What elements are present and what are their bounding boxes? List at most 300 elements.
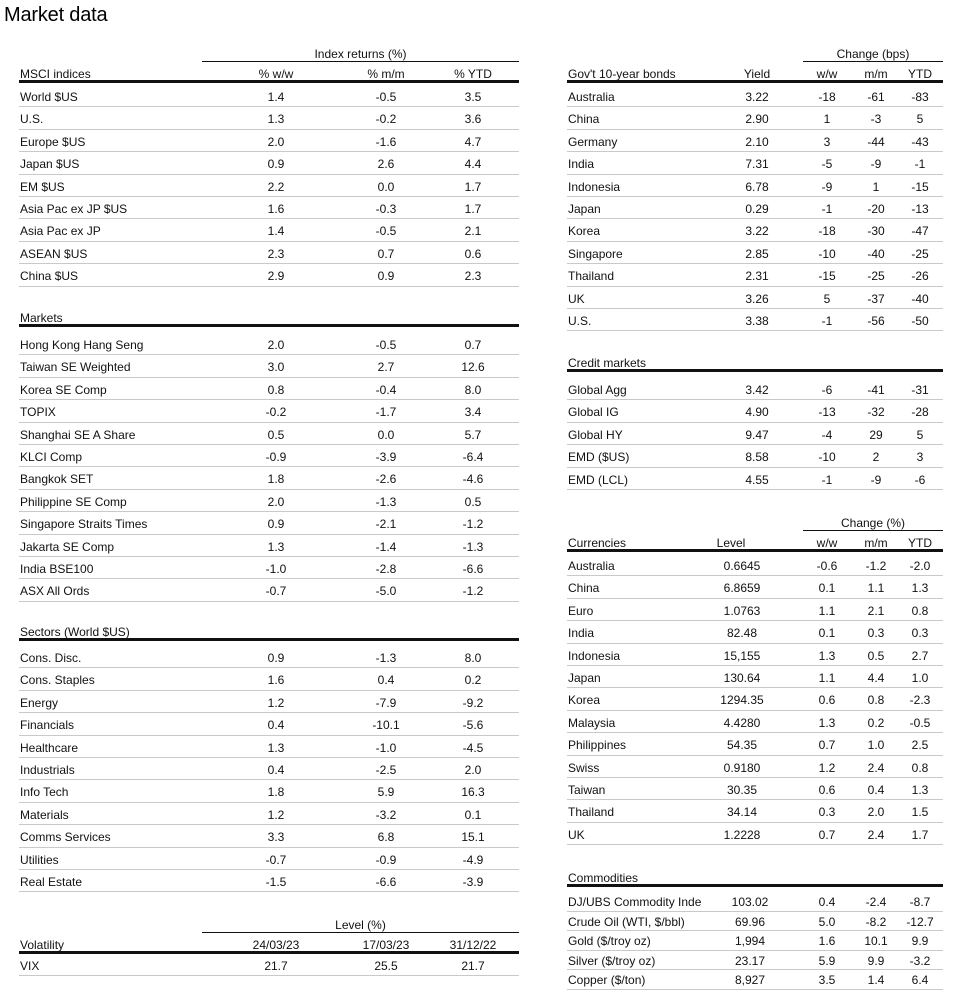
cell-value: 1.2	[267, 807, 285, 822]
cell-value: 0.7	[377, 246, 395, 261]
row-label: Jakarta SE Comp	[20, 539, 115, 554]
cell-value: 5.0	[818, 914, 836, 929]
row-label: Swiss	[568, 760, 600, 775]
table-row	[19, 557, 519, 579]
cell-value: 8.0	[464, 382, 482, 397]
cell-value: -56	[867, 314, 885, 328]
row-label: Korea SE Comp	[20, 382, 107, 397]
col-header-level: Level	[716, 536, 746, 550]
cell-value: 0.1	[464, 807, 482, 822]
markets-table	[19, 313, 519, 603]
cell-value: 0.4	[377, 673, 395, 688]
cell-value: 0.6645	[723, 559, 761, 573]
col-header-date-2: 17/03/23	[362, 938, 410, 952]
cell-value: -0.2	[265, 405, 287, 420]
cell-value: 0.9	[267, 651, 285, 665]
cell-value: 4.4280	[723, 715, 761, 730]
table-row	[19, 264, 519, 286]
row-label: Taiwan SE Weighted	[20, 360, 131, 375]
table-row	[19, 870, 519, 892]
index-returns-group-header: Index returns (%)	[202, 48, 519, 62]
cell-value: 29	[869, 427, 883, 442]
cell-value: 130.64	[723, 671, 761, 685]
cell-value: 2.4	[867, 760, 885, 775]
table-row	[567, 800, 943, 822]
cell-value: -6	[821, 383, 833, 397]
table-row	[567, 554, 943, 576]
cell-value: 2.0	[867, 805, 885, 820]
cell-value: -44	[867, 134, 885, 149]
table-row	[19, 197, 519, 219]
cell-value: 3.26	[745, 291, 769, 306]
row-label: ASEAN $US	[20, 246, 88, 261]
table-row	[567, 778, 943, 800]
cell-value: -9.2	[462, 695, 484, 710]
cell-value: 0.4	[867, 783, 885, 797]
cell-value: -1.3	[375, 494, 397, 509]
level-group-header: Level (%)	[202, 919, 519, 933]
cell-value: 1.7	[911, 827, 929, 842]
currencies-header-label: Currencies	[568, 536, 627, 550]
cell-value: -32	[867, 405, 885, 420]
sectors-table	[19, 627, 519, 897]
cell-value: 3.6	[464, 112, 482, 127]
cell-value: 1.1	[818, 671, 836, 685]
col-header-ww: w/w	[816, 536, 838, 550]
cell-value: 2.10	[745, 134, 769, 149]
cell-value: 0.6	[818, 783, 836, 797]
cell-value: -0.5	[375, 224, 397, 239]
row-label: India	[568, 626, 595, 641]
credit-header-label: Credit markets	[568, 356, 647, 370]
col-header-ww: % w/w	[258, 67, 294, 81]
cell-value: -10.1	[372, 718, 400, 733]
cell-value: 2.7	[377, 360, 395, 375]
cell-value: 69.96	[734, 914, 766, 929]
col-header-yield: Yield	[743, 67, 771, 81]
table-row	[567, 242, 943, 264]
sectors-header-row	[19, 627, 519, 641]
table-row	[19, 400, 519, 422]
table-row	[19, 959, 519, 976]
col-header-date-3: 31/12/22	[449, 938, 497, 952]
cell-value: 0.9	[267, 517, 285, 532]
cell-value: -10	[818, 246, 836, 261]
cell-value: 4.4	[867, 671, 885, 685]
cell-value: -28	[911, 405, 929, 420]
cell-value: 1.3	[911, 783, 929, 797]
row-label: EMD ($US)	[568, 450, 630, 465]
row-label: Malaysia	[568, 715, 616, 730]
cell-value: 6.4	[911, 973, 929, 987]
table-row	[19, 130, 519, 152]
cell-value: 0.9	[267, 157, 285, 172]
cell-value: -2.0	[909, 559, 931, 573]
table-row	[19, 152, 519, 174]
cell-value: 2.5	[911, 738, 929, 753]
cell-value: 1.6	[267, 202, 285, 216]
row-label: Materials	[20, 807, 69, 822]
cell-value: -61	[867, 90, 885, 104]
cell-value: 2.0	[464, 763, 482, 777]
cell-value: 2.85	[745, 246, 769, 261]
cell-value: 6.8659	[723, 581, 761, 596]
table-row	[567, 892, 943, 912]
col-header-ytd: YTD	[908, 67, 932, 81]
table-row	[19, 535, 519, 557]
table-row	[19, 848, 519, 870]
cell-value: -0.7	[265, 852, 287, 867]
cell-value: 3	[916, 450, 924, 465]
row-label: Philippines	[568, 738, 627, 753]
col-header-ytd: % YTD	[454, 67, 492, 81]
cell-value: -5.6	[462, 718, 484, 733]
cell-value: 0.1	[818, 626, 836, 641]
cell-value: 0.9	[377, 269, 395, 284]
cell-value: -12.7	[906, 914, 934, 929]
currencies-header-row	[567, 538, 943, 552]
msci-indices-table	[19, 48, 519, 298]
table-row	[19, 423, 519, 445]
table-row	[567, 400, 943, 422]
cell-value: -40	[867, 246, 885, 261]
table-row	[567, 912, 943, 932]
cell-value: -25	[867, 269, 885, 284]
cell-value: 0.29	[745, 202, 769, 216]
table-row	[567, 423, 943, 445]
table-row	[19, 512, 519, 534]
table-row	[567, 152, 943, 174]
cell-value: -43	[911, 134, 929, 149]
cell-value: -2.5	[375, 763, 397, 777]
cell-value: -0.2	[375, 112, 397, 127]
row-label: DJ/UBS Commodity Inde	[568, 895, 702, 909]
table-row	[19, 85, 519, 107]
cell-value: 0.5	[267, 427, 285, 442]
cell-value: 2.0	[267, 134, 285, 149]
currencies-table	[567, 517, 943, 847]
cell-value: 7.31	[745, 157, 769, 172]
cell-value: 3	[823, 134, 831, 149]
cell-value: -6.6	[462, 562, 484, 576]
cell-value: 2.0	[267, 338, 285, 352]
row-label: Japan $US	[20, 157, 80, 172]
cell-value: -2.6	[375, 472, 397, 487]
row-label: EMD (LCL)	[568, 472, 629, 487]
table-row	[567, 711, 943, 733]
row-label: China	[568, 581, 600, 596]
cell-value: 5	[916, 427, 924, 442]
cell-value: -0.9	[265, 450, 287, 464]
cell-value: 1.4	[267, 224, 285, 239]
cell-value: 2	[872, 450, 880, 465]
table-row	[19, 646, 519, 668]
cell-value: 2.3	[267, 246, 285, 261]
row-label: UK	[568, 827, 585, 842]
col-header-date-1: 24/03/23	[252, 938, 300, 952]
cell-value: 1.3	[818, 648, 836, 663]
cell-value: 1.0	[867, 738, 885, 753]
commodities-header-row	[567, 873, 943, 887]
bonds-table	[567, 48, 943, 338]
cell-value: -9	[870, 157, 882, 172]
row-label: Silver ($/troy oz)	[568, 953, 656, 968]
row-label: EM $US	[20, 179, 65, 194]
cell-value: 1294.35	[720, 693, 764, 708]
cell-value: 2.3	[464, 269, 482, 284]
cell-value: 4.7	[464, 134, 482, 149]
table-row	[19, 333, 519, 355]
markets-header-row	[19, 313, 519, 327]
row-label: Singapore	[568, 246, 623, 261]
table-row	[19, 378, 519, 400]
cell-value: 1.2228	[723, 827, 761, 842]
row-label: Global HY	[568, 427, 623, 442]
table-row	[567, 599, 943, 621]
col-header-ww: w/w	[816, 67, 838, 81]
table-row	[567, 621, 943, 643]
table-row	[19, 490, 519, 512]
cell-value: -1	[821, 472, 833, 487]
cell-value: 1.8	[267, 472, 285, 487]
table-row	[19, 803, 519, 825]
cell-value: 9.9	[867, 953, 885, 968]
cell-value: 2.0	[267, 494, 285, 509]
cell-value: 0.4	[818, 895, 836, 909]
cell-value: 8,927	[734, 973, 766, 987]
cell-value: -4.5	[462, 740, 484, 755]
table-row	[567, 931, 943, 951]
cell-value: 2.4	[867, 827, 885, 842]
table-row	[567, 733, 943, 755]
row-label: Gold ($/troy oz)	[568, 934, 651, 948]
table-row	[567, 970, 943, 990]
cell-value: 8.0	[464, 651, 482, 665]
credit-header-row	[567, 358, 943, 372]
cell-value: -3	[870, 112, 882, 127]
cell-value: -3.2	[909, 953, 931, 968]
cell-value: 10.1	[864, 934, 888, 948]
cell-value: 2.1	[464, 224, 482, 239]
cell-value: 3.22	[745, 224, 769, 239]
cell-value: -10	[818, 450, 836, 465]
col-header-ytd: YTD	[908, 536, 932, 550]
cell-value: -0.9	[375, 852, 397, 867]
cell-value: -1.2	[462, 584, 484, 599]
row-label: Euro	[568, 603, 594, 618]
cell-value: 3.38	[745, 314, 769, 328]
row-label: U.S.	[20, 112, 44, 127]
cell-value: -2.3	[909, 693, 931, 708]
cell-value: 1	[872, 179, 880, 194]
cell-value: -13	[911, 202, 929, 216]
cell-value: -13	[818, 405, 836, 420]
cell-value: -26	[911, 269, 929, 284]
cell-value: 1.2	[267, 695, 285, 710]
cell-value: -15	[818, 269, 836, 284]
cell-value: 15,155	[723, 648, 761, 663]
cell-value: 21.7	[264, 959, 288, 973]
cell-value: -9	[870, 472, 882, 487]
cell-value: -47	[911, 224, 929, 239]
cell-value: -18	[818, 224, 836, 239]
cell-value: 15.1	[461, 830, 485, 845]
cell-value: 82.48	[726, 626, 758, 641]
cell-value: -2.8	[375, 562, 397, 576]
table-row	[567, 197, 943, 219]
row-label: Info Tech	[20, 785, 69, 800]
msci-header-row	[19, 69, 519, 83]
cell-value: -3.2	[375, 807, 397, 822]
row-label: Asia Pac ex JP $US	[20, 202, 128, 216]
cell-value: 5.7	[464, 427, 482, 442]
cell-value: 5.9	[377, 785, 395, 800]
row-label: Europe $US	[20, 134, 86, 149]
cell-value: 1.7	[464, 179, 482, 194]
row-label: Cons. Disc.	[20, 651, 82, 665]
row-label: World $US	[20, 90, 78, 104]
cell-value: 8.58	[745, 450, 769, 465]
cell-value: -1.0	[265, 562, 287, 576]
cell-value: 0.9180	[723, 760, 761, 775]
cell-value: 6.8	[377, 830, 395, 845]
cell-value: 1.4	[867, 973, 885, 987]
cell-value: 0.7	[464, 338, 482, 352]
cell-value: 0.1	[818, 581, 836, 596]
cell-value: 1.3	[267, 539, 285, 554]
cell-value: 103.02	[731, 895, 769, 909]
cell-value: 3.0	[267, 360, 285, 375]
table-row	[567, 309, 943, 331]
cell-value: -4.9	[462, 852, 484, 867]
table-row	[567, 468, 943, 490]
table-row	[567, 644, 943, 666]
cell-value: 0.6	[818, 693, 836, 708]
cell-value: -83	[911, 90, 929, 104]
table-row	[567, 576, 943, 598]
row-label: Crude Oil (WTI, $/bbl)	[568, 914, 685, 929]
cell-value: -2.1	[375, 517, 397, 532]
table-row	[567, 175, 943, 197]
cell-value: -1.3	[462, 539, 484, 554]
cell-value: -1	[914, 157, 926, 172]
cell-value: -18	[818, 90, 836, 104]
bonds-header-label: Gov't 10-year bonds	[568, 67, 676, 81]
table-row	[19, 242, 519, 264]
row-label: Cons. Staples	[20, 673, 95, 688]
row-label: Bangkok SET	[20, 472, 94, 487]
cell-value: -5	[821, 157, 833, 172]
cell-value: -1.4	[375, 539, 397, 554]
cell-value: -50	[911, 314, 929, 328]
cell-value: 23.17	[734, 953, 766, 968]
cell-value: -1.3	[375, 651, 397, 665]
row-label: Korea	[568, 693, 601, 708]
cell-value: -3.9	[462, 875, 484, 889]
cell-value: 1.7	[464, 202, 482, 216]
cell-value: 4.4	[464, 157, 482, 172]
row-label: India	[568, 157, 595, 172]
cell-value: 2.90	[745, 112, 769, 127]
cell-value: -7.9	[375, 695, 397, 710]
row-label: Copper ($/ton)	[568, 973, 646, 987]
cell-value: 1.6	[818, 934, 836, 948]
table-row	[19, 736, 519, 758]
cell-value: 0.8	[911, 760, 929, 775]
table-row	[567, 378, 943, 400]
cell-value: 1.6	[267, 673, 285, 688]
cell-value: 1.2	[818, 760, 836, 775]
table-row	[567, 688, 943, 710]
row-label: VIX	[20, 959, 40, 973]
cell-value: -15	[911, 179, 929, 194]
cell-value: 1.0763	[723, 603, 761, 618]
cell-value: -4.6	[462, 472, 484, 487]
cell-value: 2.1	[867, 603, 885, 618]
col-header-mm: % m/m	[367, 67, 405, 81]
row-label: UK	[568, 291, 585, 306]
cell-value: -1	[821, 202, 833, 216]
cell-value: -25	[911, 246, 929, 261]
cell-value: 1	[823, 112, 831, 127]
table-row	[567, 219, 943, 241]
cell-value: -8.2	[865, 914, 887, 929]
cell-value: -0.5	[375, 90, 397, 104]
cell-value: -2.4	[865, 895, 887, 909]
table-row	[19, 219, 519, 241]
cell-value: 0.3	[911, 626, 929, 641]
page-title: Market data	[4, 4, 108, 26]
cell-value: 2.2	[267, 179, 285, 194]
credit-table	[567, 358, 943, 488]
row-label: Global Agg	[568, 383, 627, 397]
cell-value: 1.1	[818, 603, 836, 618]
row-label: U.S.	[568, 314, 592, 328]
table-row	[19, 467, 519, 489]
cell-value: 0.8	[867, 693, 885, 708]
cell-value: 1.5	[911, 805, 929, 820]
cell-value: 6.78	[745, 179, 769, 194]
table-row	[567, 823, 943, 845]
row-label: Global IG	[568, 405, 619, 420]
table-row	[567, 85, 943, 107]
row-label: Germany	[568, 134, 618, 149]
row-label: Shanghai SE A Share	[20, 427, 136, 442]
cell-value: -3.9	[375, 450, 397, 464]
cell-value: 5	[823, 291, 831, 306]
commodities-table	[567, 873, 943, 993]
cell-value: 2.6	[377, 157, 395, 172]
cell-value: 0.7	[818, 827, 836, 842]
row-label: Japan	[568, 202, 601, 216]
cell-value: 0.3	[867, 626, 885, 641]
cell-value: 54.35	[726, 738, 758, 753]
cell-value: -4	[821, 427, 833, 442]
cell-value: -1.6	[375, 134, 397, 149]
row-label: China $US	[20, 269, 79, 284]
table-row	[19, 355, 519, 377]
cell-value: -31	[911, 383, 929, 397]
cell-value: -20	[867, 202, 885, 216]
volatility-header-row	[19, 940, 519, 954]
cell-value: 3.5	[464, 90, 482, 104]
row-label: Indonesia	[568, 179, 621, 194]
table-row	[19, 175, 519, 197]
cell-value: 9.47	[745, 427, 769, 442]
cell-value: 0.2	[867, 715, 885, 730]
cell-value: 9.9	[911, 934, 929, 948]
cell-value: -9	[821, 179, 833, 194]
